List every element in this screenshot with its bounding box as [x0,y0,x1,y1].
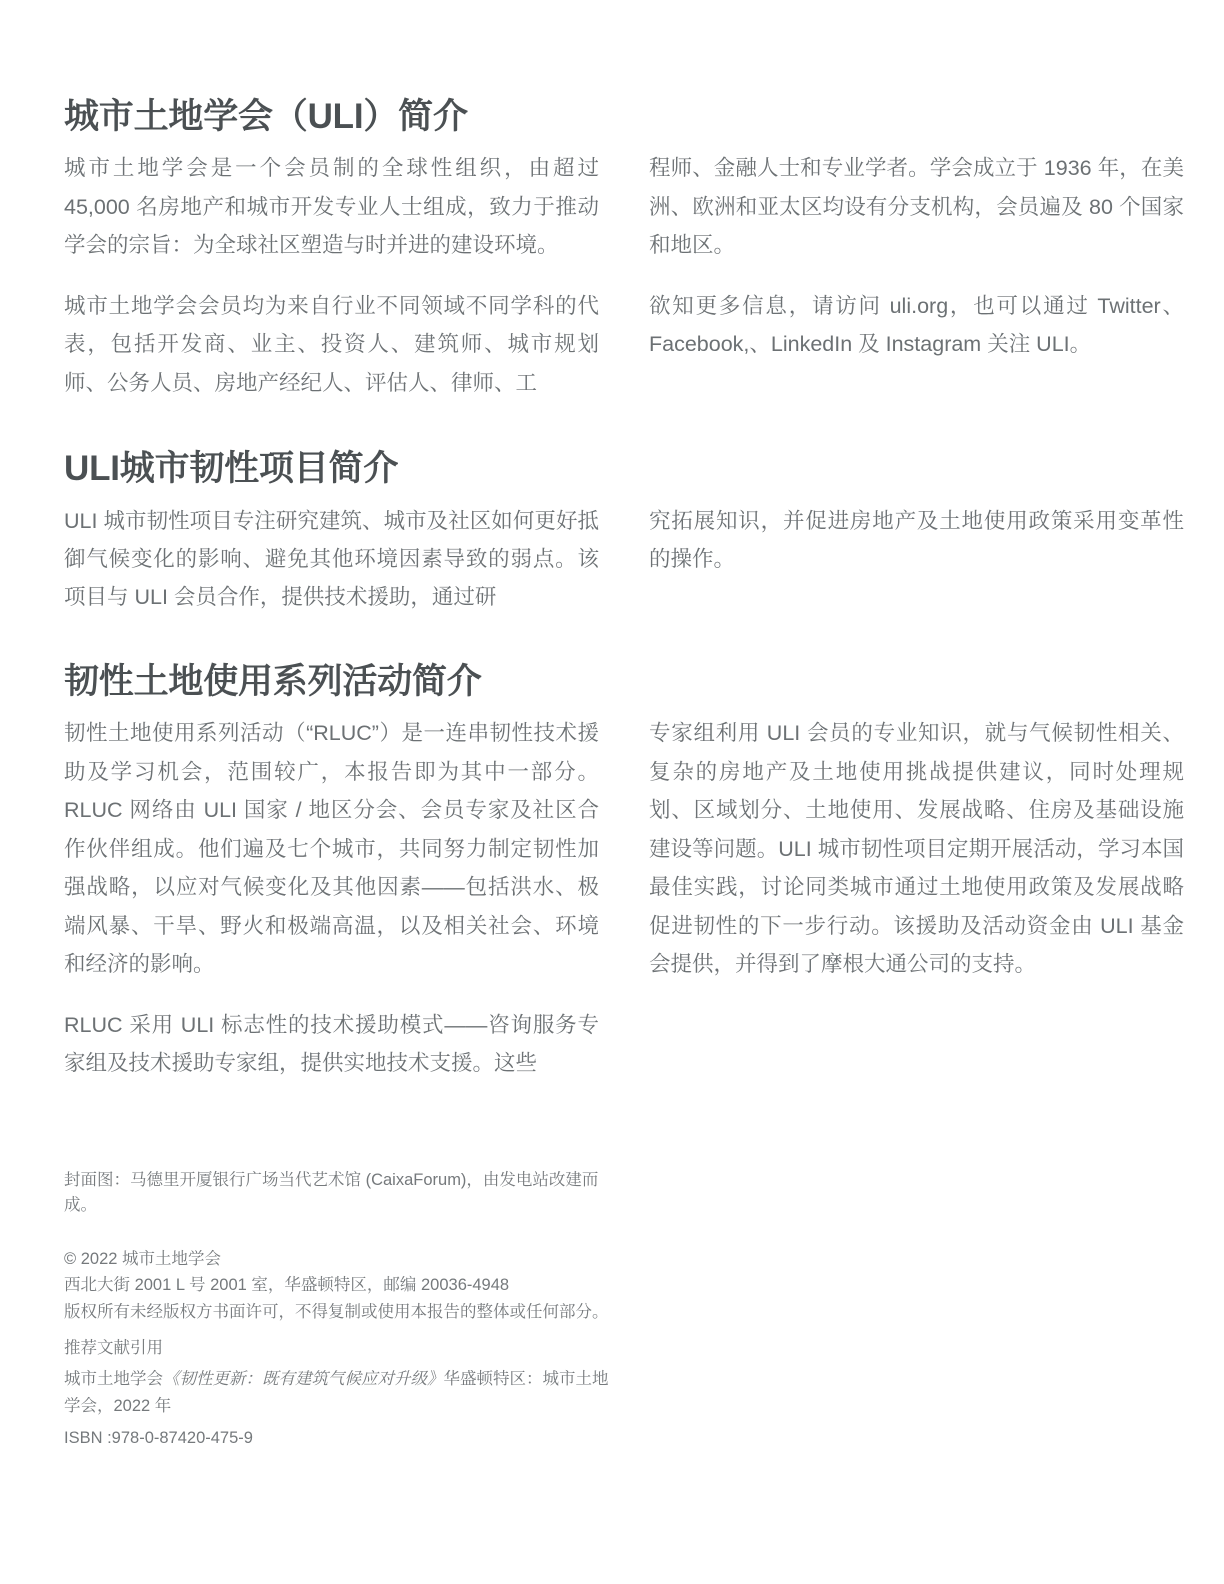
two-column-layout [64,502,1184,617]
cover-image-caption: 封面图：马德里开厦银行广场当代艺术馆 (CaixaForum)，由发电站改建而成。 [64,1171,599,1214]
section-about-urban-resilience-program [64,448,1184,617]
copyright-line: © 2022 城市土地学会 [64,1249,222,1268]
paragraph: ULI 城市韧性项目专注研究建筑、城市及社区如何更好抵御气候变化的影响、避免其他环境因素导致的弱点。该项目与 ULI 会员合作，提供技术援助，通过研 [64,508,599,610]
section-title-urban-resilience-program: ULI城市韧性项目简介 [64,449,399,489]
section-spacer [64,617,1146,661]
section-title-rluc: 韧性土地使用系列活动简介 [64,661,482,701]
paragraph: 城市土地学会会员均为来自行业不同领域不同学科的代表，包括开发商、业主、投资人、建筑师、城市规划师、公务人员、房地产经纪人、评估人、律师、工 [64,293,599,395]
section-about-rluc [64,661,1184,1083]
citation-label: 推荐文献引用 [64,1338,163,1357]
section-spacer [64,402,1146,448]
section-title-about-uli: 城市土地学会（ULI）简介 [64,97,468,136]
paragraph: RLUC 采用 ULI 标志性的技术援助模式——咨询服务专家组及技术援助专家组，提供实地技术支援。这些 [64,1012,599,1076]
column-right [649,502,1184,579]
colophon [64,1168,624,1452]
copyright-block [64,1246,624,1452]
citation-suffix: 华盛顿特区：城市土地学会，2022 年 [64,1370,609,1416]
section-about-uli [64,96,1184,402]
address-line: 西北大街 2001 L 号 2001 室，华盛顿特区，邮编 20036-4948 [64,1276,510,1295]
column-right [649,714,1184,983]
paragraph: 究拓展知识，并促进房地产及土地使用政策采用变革性的操作。 [649,508,1184,571]
paragraph: 韧性土地使用系列活动（“RLUC”）是一连串韧性技术援助及学习机会，范围较广，本报告即为其中一部分。RLUC 网络由 ULI 国家 / 地区分会、会员专家及社区合作伙伴组成。他们遍及七个城市，共同努力制定韧性加强战略，以应对气候变化及其他因素——包括洪水、极端风暴、干旱、野火和极端高温，以及相关社会、环境和经济的影响。 [64,721,599,977]
citation-line [64,1366,624,1419]
column-right [649,149,1184,363]
two-column-layout [64,714,1184,1082]
paragraph: 欲知更多信息，请访问 uli.org，也可以通过 Twitter、Facebook,、LinkedIn 及 Instagram 关注 ULI。 [649,293,1184,357]
paragraph: 程师、金融人士和专业学者。学会成立于 1936 年，在美洲、欧洲和亚太区均设有分支机构，会员遍及 80 个国家和地区。 [649,156,1184,258]
two-column-layout [64,149,1184,402]
column-left [64,149,599,402]
rights-statement: 版权所有未经版权方书面许可，不得复制或使用本报告的整体或任何部分。 [64,1302,609,1321]
column-left [64,714,599,1082]
isbn-line: ISBN :978-0-87420-475-9 [64,1428,253,1447]
spacer [64,1326,624,1335]
citation-title: 《韧性更新：既有建筑气候应对升级》 [163,1370,444,1389]
paragraph: 城市土地学会是一个会员制的全球性组织，由超过 45,000 名房地产和城市开发专业人士组成，致力于推动学会的宗旨：为全球社区塑造与时并进的建设环境。 [64,156,599,258]
paragraph: 专家组利用 ULI 会员的专业知识，就与气候韧性相关、复杂的房地产及土地使用挑战提供建议，同时处理规划、区域划分、土地使用、发展战略、住房及基础设施建设等问题。ULI 城市韧性项目定期开展活动，学习本国最佳实践，讨论同类城市通过土地使用政策及发展战略促进韧性的下一步行动。该援助及活动资金由 ULI 基金会提供，并得到了摩根大通公司的支持。 [649,721,1184,977]
column-left [64,502,599,617]
citation-prefix: 城市土地学会 [64,1370,163,1389]
